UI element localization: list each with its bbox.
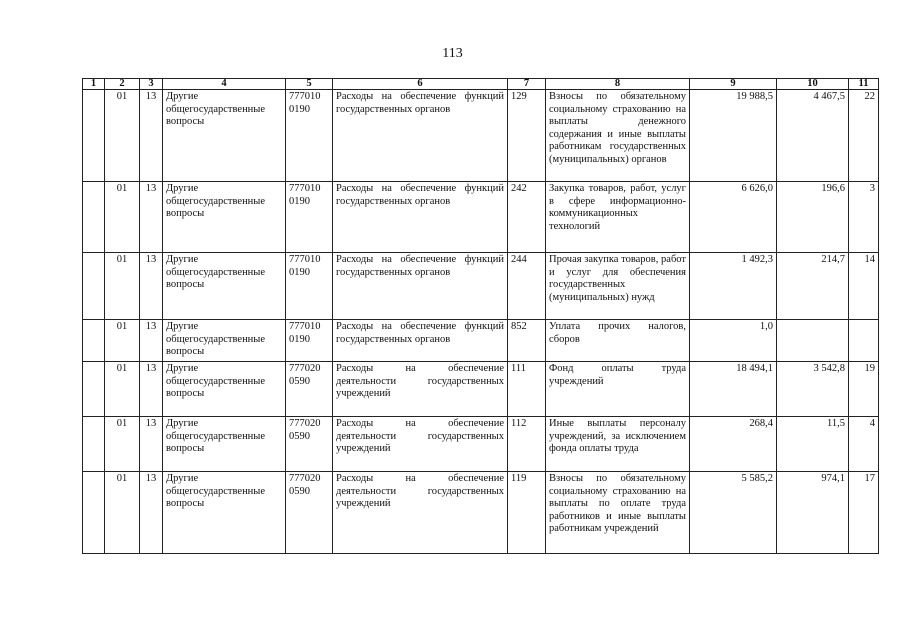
table-row bbox=[83, 362, 879, 417]
column-header-7: 7 bbox=[508, 79, 546, 90]
expense-description-cell: Расходы на обеспечение деятельности государственных учреждений bbox=[333, 362, 508, 417]
table-row bbox=[83, 472, 879, 554]
page-number: 113 bbox=[442, 46, 463, 61]
row-marker-cell bbox=[83, 362, 105, 417]
subsection-code-cell: 13 bbox=[140, 182, 163, 253]
expense-description-cell: Расходы на обеспечение деятельности государственных учреждений bbox=[333, 472, 508, 554]
section-code-cell: 01 bbox=[105, 362, 140, 417]
amount-plan-cell: 5 585,2 bbox=[690, 472, 777, 554]
column-header-3: 3 bbox=[140, 79, 163, 90]
subsection-code-cell: 13 bbox=[140, 253, 163, 320]
section-name-cell: Другие общегосударственные вопросы bbox=[163, 253, 286, 320]
expense-description-cell: Расходы на обеспечение функций государственных органов bbox=[333, 182, 508, 253]
row-marker-cell bbox=[83, 320, 105, 362]
column-header-5: 5 bbox=[286, 79, 333, 90]
amount-executed-cell: 974,1 bbox=[777, 472, 849, 554]
target-article-code-cell: 777010 0190 bbox=[286, 253, 333, 320]
target-article-code-cell: 777010 0190 bbox=[286, 182, 333, 253]
expense-type-name-cell: Взносы по обязательному социальному страхованию на выплаты по оплате труда работников и иные выплаты работникам учреждений bbox=[546, 472, 690, 554]
expense-type-code-cell: 244 bbox=[508, 253, 546, 320]
subsection-code-cell: 13 bbox=[140, 320, 163, 362]
section-name-cell: Другие общегосударственные вопросы bbox=[163, 472, 286, 554]
table-row bbox=[83, 253, 879, 320]
expense-type-name-cell: Фонд оплаты труда учреждений bbox=[546, 362, 690, 417]
row-marker-cell bbox=[83, 182, 105, 253]
section-code-cell: 01 bbox=[105, 182, 140, 253]
expense-type-name-cell: Закупка товаров, работ, услуг в сфере информационно-коммуникационных технологий bbox=[546, 182, 690, 253]
table-row bbox=[83, 417, 879, 472]
target-article-code-cell: 777010 0190 bbox=[286, 90, 333, 182]
amount-plan-cell: 268,4 bbox=[690, 417, 777, 472]
expense-type-name-cell: Иные выплаты персоналу учреждений, за исключением фонда оплаты труда bbox=[546, 417, 690, 472]
section-name-cell: Другие общегосударственные вопросы bbox=[163, 320, 286, 362]
amount-executed-cell bbox=[777, 320, 849, 362]
amount-executed-cell: 4 467,5 bbox=[777, 90, 849, 182]
row-marker-cell bbox=[83, 472, 105, 554]
execution-percent-cell: 14 bbox=[849, 253, 879, 320]
column-header-8: 8 bbox=[546, 79, 690, 90]
target-article-code-cell: 777020 0590 bbox=[286, 362, 333, 417]
amount-plan-cell: 19 988,5 bbox=[690, 90, 777, 182]
section-code-cell: 01 bbox=[105, 253, 140, 320]
subsection-code-cell: 13 bbox=[140, 90, 163, 182]
budget-table bbox=[82, 78, 879, 554]
table-row bbox=[83, 90, 879, 182]
amount-plan-cell: 1,0 bbox=[690, 320, 777, 362]
amount-executed-cell: 11,5 bbox=[777, 417, 849, 472]
execution-percent-cell bbox=[849, 320, 879, 362]
column-header-6: 6 bbox=[333, 79, 508, 90]
expense-type-code-cell: 111 bbox=[508, 362, 546, 417]
column-header-10: 10 bbox=[777, 79, 849, 90]
row-marker-cell bbox=[83, 253, 105, 320]
execution-percent-cell: 4 bbox=[849, 417, 879, 472]
amount-executed-cell: 196,6 bbox=[777, 182, 849, 253]
section-name-cell: Другие общегосударственные вопросы bbox=[163, 417, 286, 472]
row-marker-cell bbox=[83, 417, 105, 472]
execution-percent-cell: 19 bbox=[849, 362, 879, 417]
expense-description-cell: Расходы на обеспечение функций государственных органов bbox=[333, 90, 508, 182]
section-name-cell: Другие общегосударственные вопросы bbox=[163, 182, 286, 253]
section-name-cell: Другие общегосударственные вопросы bbox=[163, 90, 286, 182]
section-code-cell: 01 bbox=[105, 472, 140, 554]
subsection-code-cell: 13 bbox=[140, 417, 163, 472]
section-name-cell: Другие общегосударственные вопросы bbox=[163, 362, 286, 417]
table-row bbox=[83, 320, 879, 362]
column-header-4: 4 bbox=[163, 79, 286, 90]
table-row bbox=[83, 182, 879, 253]
execution-percent-cell: 17 bbox=[849, 472, 879, 554]
amount-plan-cell: 1 492,3 bbox=[690, 253, 777, 320]
execution-percent-cell: 22 bbox=[849, 90, 879, 182]
target-article-code-cell: 777020 0590 bbox=[286, 417, 333, 472]
expense-type-code-cell: 852 bbox=[508, 320, 546, 362]
expense-type-name-cell: Уплата прочих налогов, сборов bbox=[546, 320, 690, 362]
expense-type-code-cell: 129 bbox=[508, 90, 546, 182]
subsection-code-cell: 13 bbox=[140, 472, 163, 554]
column-header-9: 9 bbox=[690, 79, 777, 90]
amount-plan-cell: 6 626,0 bbox=[690, 182, 777, 253]
header-row bbox=[83, 79, 879, 90]
expense-type-code-cell: 112 bbox=[508, 417, 546, 472]
column-header-11: 11 bbox=[849, 79, 879, 90]
column-header-1: 1 bbox=[83, 79, 105, 90]
target-article-code-cell: 777020 0590 bbox=[286, 472, 333, 554]
row-marker-cell bbox=[83, 90, 105, 182]
expense-type-name-cell: Прочая закупка товаров, работ и услуг для обеспечения государственных (муниципальных) нужд bbox=[546, 253, 690, 320]
expense-description-cell: Расходы на обеспечение функций государственных органов bbox=[333, 320, 508, 362]
column-header-2: 2 bbox=[105, 79, 140, 90]
section-code-cell: 01 bbox=[105, 320, 140, 362]
target-article-code-cell: 777010 0190 bbox=[286, 320, 333, 362]
amount-executed-cell: 3 542,8 bbox=[777, 362, 849, 417]
section-code-cell: 01 bbox=[105, 417, 140, 472]
amount-plan-cell: 18 494,1 bbox=[690, 362, 777, 417]
expense-type-code-cell: 119 bbox=[508, 472, 546, 554]
amount-executed-cell: 214,7 bbox=[777, 253, 849, 320]
subsection-code-cell: 13 bbox=[140, 362, 163, 417]
expense-description-cell: Расходы на обеспечение деятельности государственных учреждений bbox=[333, 417, 508, 472]
expense-type-name-cell: Взносы по обязательному социальному страхованию на выплаты денежного содержания и иные выплаты работникам государственных (муниципальных) органов bbox=[546, 90, 690, 182]
execution-percent-cell: 3 bbox=[849, 182, 879, 253]
section-code-cell: 01 bbox=[105, 90, 140, 182]
expense-description-cell: Расходы на обеспечение функций государственных органов bbox=[333, 253, 508, 320]
expense-type-code-cell: 242 bbox=[508, 182, 546, 253]
